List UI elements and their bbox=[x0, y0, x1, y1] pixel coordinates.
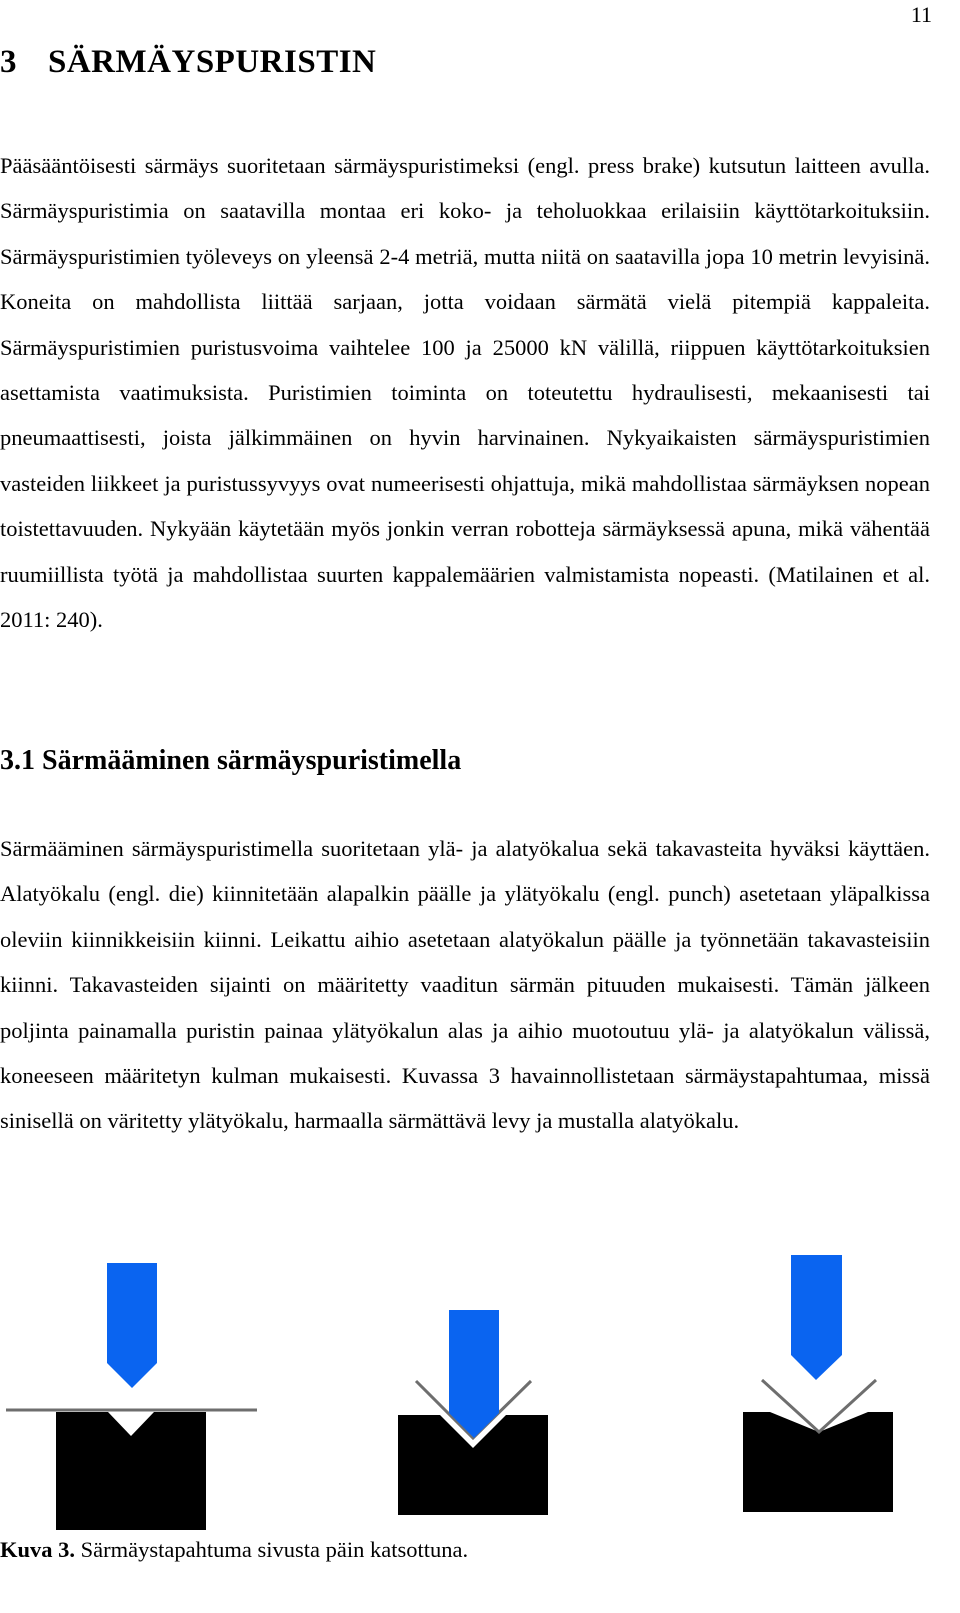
chapter-number: 3 bbox=[0, 44, 17, 80]
figure-caption-text: Särmäystapahtuma sivusta päin katsottuna. bbox=[75, 1537, 469, 1562]
paragraph-bending-process: Särmääminen särmäyspuristimella suoritetaan ylä- ja alatyökalua sekä takavasteita hyväksi käyttäen. Alatyökalu (engl. die) kiinnitetään alapalkin päälle ja ylätyökalu (engl. punch) asetetaan yläpalkissa oleviin kiinnikkeisiin kiinni. Leikattu aihio asetetaan alatyökalun päälle ja työnnetään takavasteisiin kiinni. Takavasteiden sijainti on määritetty vaaditun särmän pituuden mukaisesti. Tämän jälkeen poljinta painamalla puristin painaa ylätyökalun alas ja aihio muotoutuu ylä- ja alatyökalun välissä, koneeseen määritetyn kulman mukaisesti. Kuvassa 3 havainnollistetaan särmäystapahtumaa, missä sinisellä on väritetty ylätyökalu, harmaalla särmättävä levy ja mustalla alatyökalu. bbox=[0, 836, 930, 1134]
bending-stage-2 bbox=[398, 1310, 548, 1515]
page-number: 11 bbox=[910, 2, 932, 27]
chapter-title: SÄRMÄYSPURISTIN bbox=[48, 44, 377, 80]
figure-caption bbox=[0, 1537, 468, 1563]
bending-stage-1 bbox=[6, 1263, 257, 1530]
bending-stage-3 bbox=[743, 1255, 893, 1512]
bending-figure bbox=[0, 1250, 930, 1540]
punch-stage-3 bbox=[791, 1255, 842, 1380]
chapter-heading bbox=[0, 44, 376, 81]
figure-caption-label: Kuva 3. bbox=[0, 1537, 76, 1562]
paragraph-press-brake: Pääsääntöisesti särmäys suoritetaan särmäyspuristimeksi (engl. press brake) kutsutun laitteen avulla. Särmäyspuristimia on saatavilla montaa eri koko- ja teholuokkaa erilaisiin käyttötarkoituksiin. Särmäyspuristimien työleveys on yleensä 2-4 metriä, mutta niitä on saatavilla jopa 10 metrin levyisinä. Koneita on mahdollista liittää sarjaan, jotta voidaan särmätä vielä pitempiä kappaleita. Särmäyspuristimien puristusvoima vaihtelee 100 ja 25000 kN välillä, riippuen käyttötarkoituksien asettamista vaatimuksista. Puristimien toiminta on toteutettu hydraulisesti, mekaanisesti tai pneumaattisesti, joista jälkimmäinen on hyvin harvinainen. Nykyaikaisten särmäyspuristimien vasteiden liikkeet ja puristussyvyys ovat numeerisesti ohjattuja, mikä mahdollistaa särmäyksen nopean toistettavuuden. Nykyään käytetään myös jonkin verran robotteja särmäyksessä apuna, mikä vähentää ruumiillista työtä ja mahdollistaa suurten kappalemäärien valmistamista nopeasti. (Matilainen et al. 2011: 240). bbox=[0, 153, 930, 633]
punch-stage-1 bbox=[107, 1263, 157, 1388]
section-heading: 3.1 Särmääminen särmäyspuristimella bbox=[0, 745, 462, 776]
punch-stage-2 bbox=[449, 1310, 499, 1438]
